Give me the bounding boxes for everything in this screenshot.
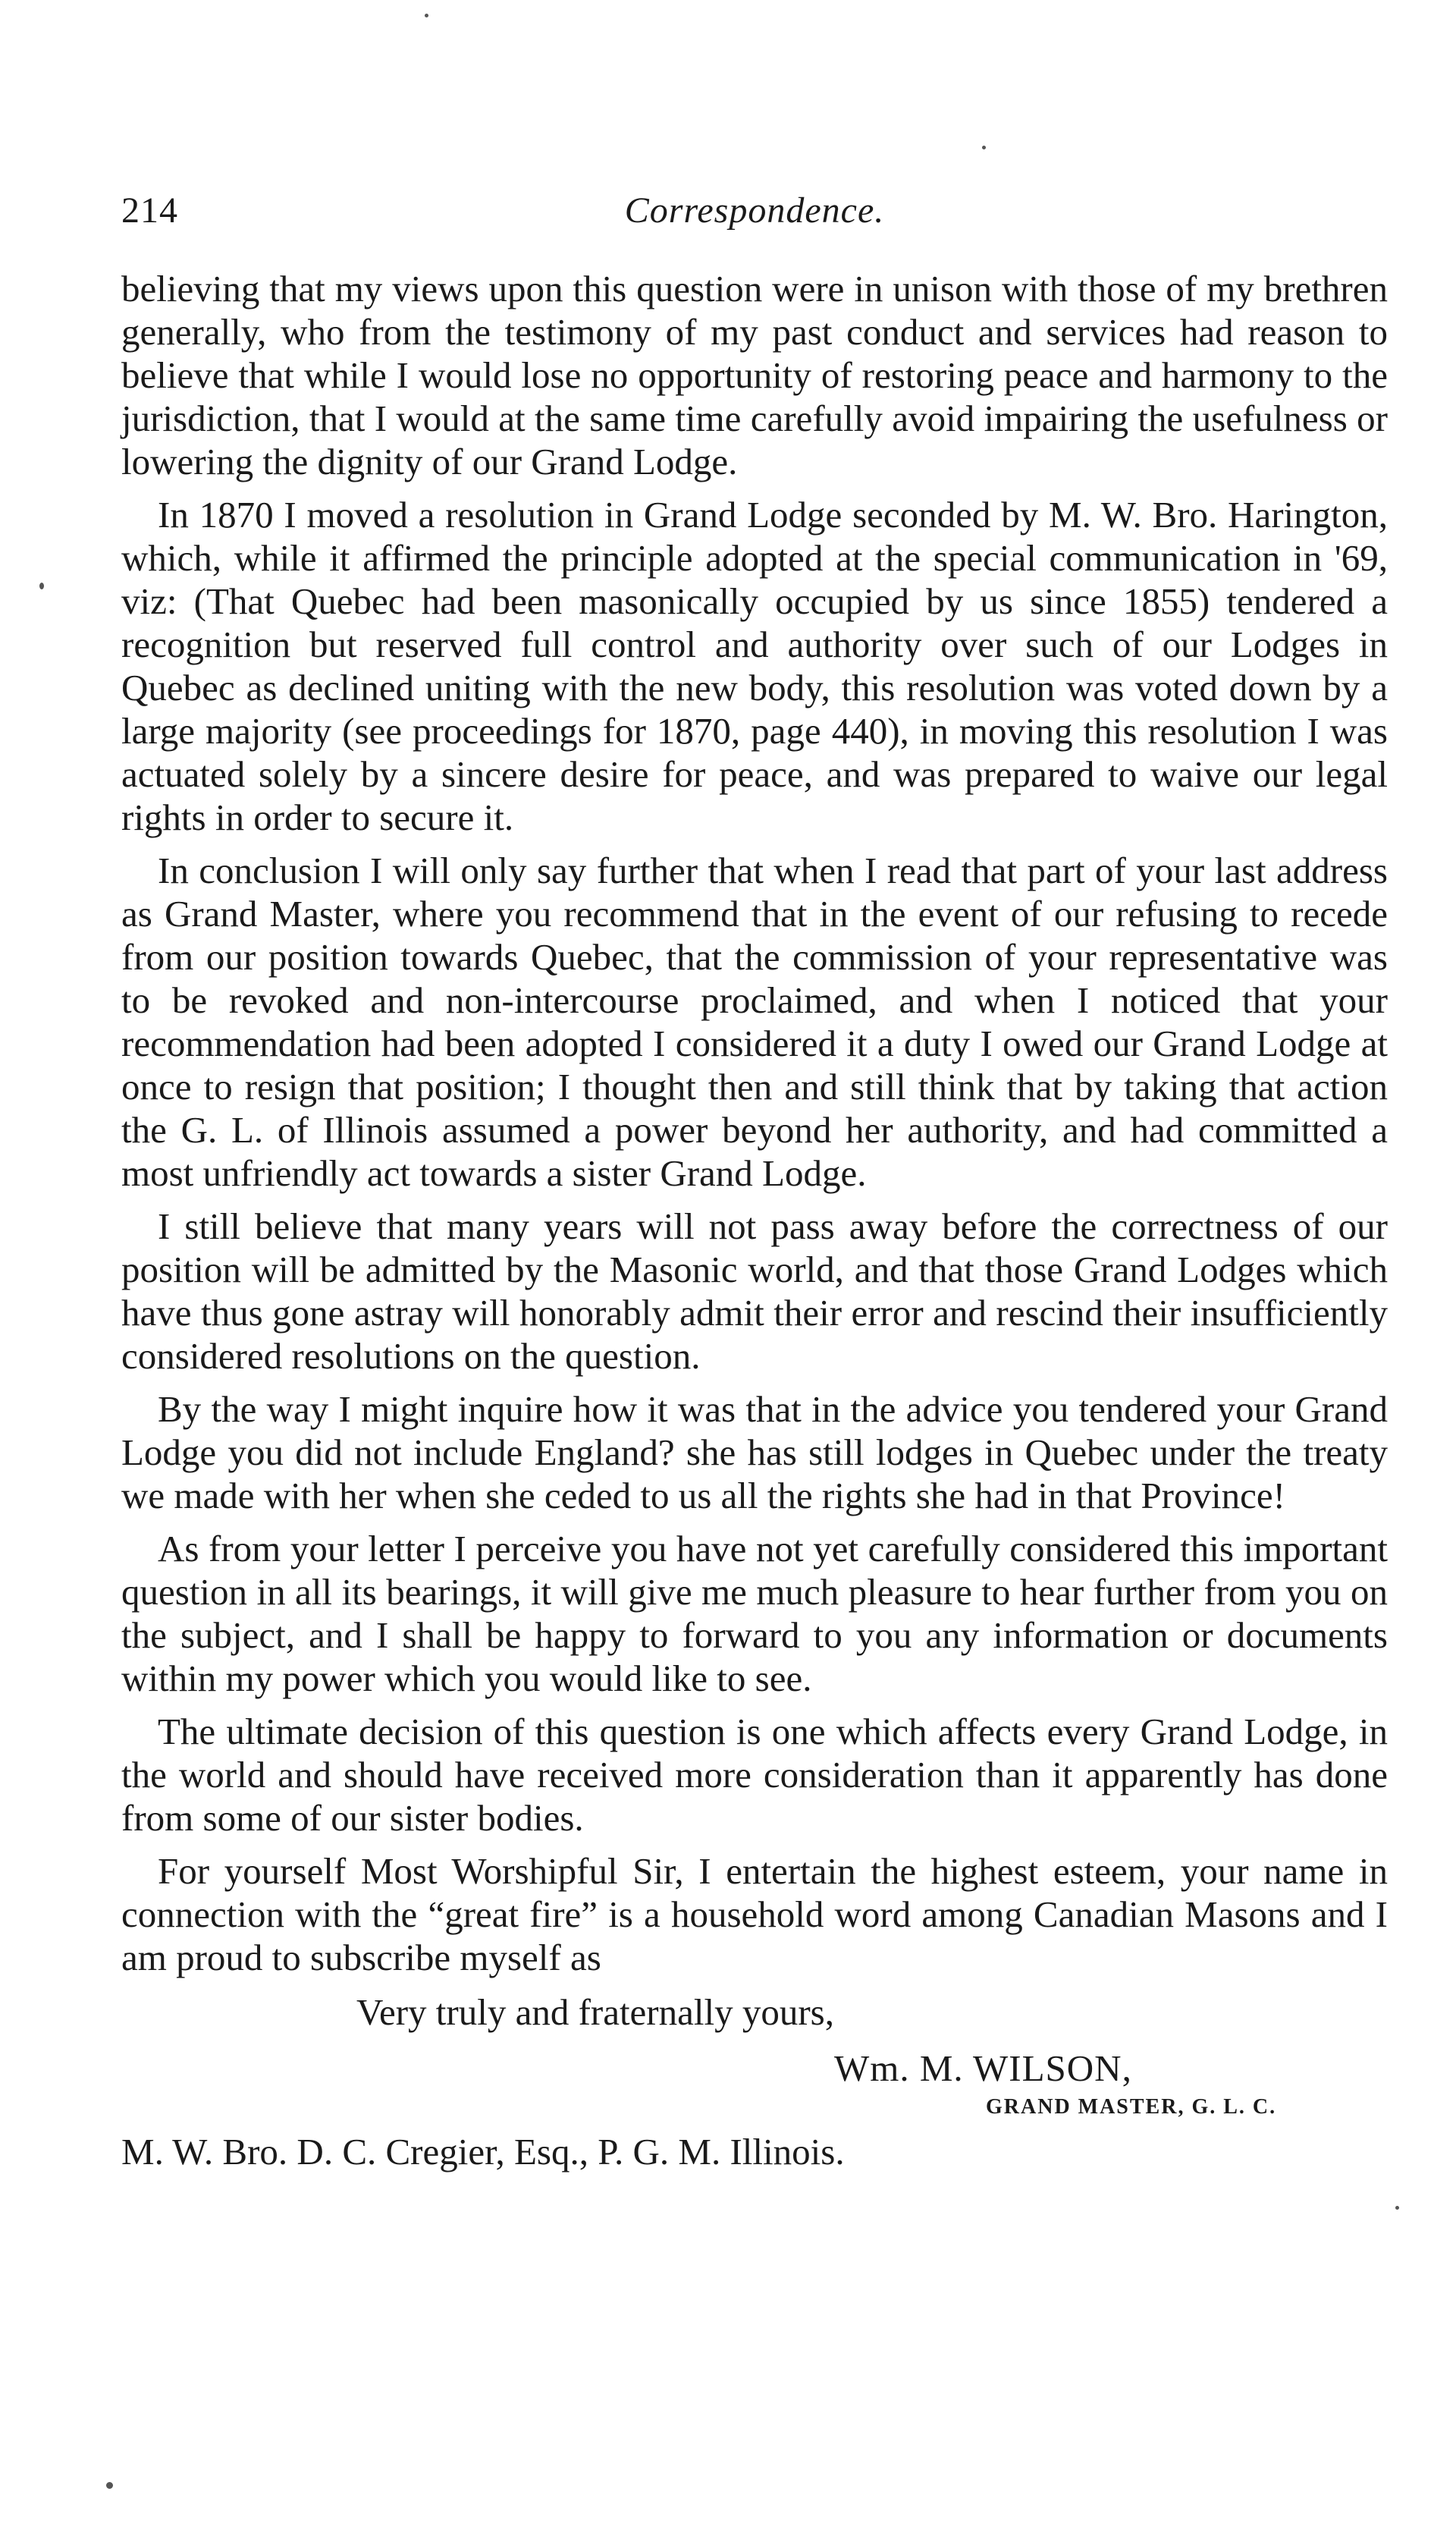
print-speck (982, 146, 986, 149)
print-speck (1395, 2206, 1399, 2210)
signature-name: Wm. M. WILSON, (834, 2047, 1132, 2089)
paragraph-esteem: For yourself Most Worshipful Sir, I entertain the highest esteem, your name in connection with the “great fire” is a household word among Canadian Masons and I am proud to subscribe myself as (121, 1850, 1388, 1978)
paragraph-belief: I still believe that many years will not pass away before the correctness of our position will be admitted by the Masonic world, and that those Grand Lodges which have thus gone astray will honorably admit their error and rescind their insufficiently considered resolutions on the question. (121, 1205, 1388, 1377)
print-speck (106, 2482, 113, 2489)
print-speck (39, 583, 44, 589)
running-head: Correspondence. (624, 190, 885, 231)
paragraph-further: As from your letter I perceive you have not yet carefully considered this important question in all its bearings, it will give me much pleasure to hear further from you on the subject, and I shall be happy to forward to you any information or documents within my power which you would like to see. (121, 1528, 1388, 1699)
paragraph-england: By the way I might inquire how it was that in the advice you tendered your Grand Lodge you did not include England? she has still lodges in Quebec under the treaty we made with her when she ceded to us all the rights she had in that Province! (121, 1388, 1388, 1516)
page-number: 214 (121, 190, 178, 231)
signature-title: GRAND MASTER, G. L. C. (986, 2095, 1277, 2119)
letter-body (121, 267, 1388, 2176)
paragraph-conclusion: In conclusion I will only say further that when I read that part of your last address as Grand Master, where you recommend that in the event of our refusing to recede from our position towards Quebec, that the commission of your representative was to be revoked and non-intercourse proclaimed, and when I noticed that your recommendation had been adopted I considered it a duty I owed our Grand Lodge at once to resign that position; I thought then and still think that by taking that action the G. L. of Illinois assumed a power beyond her authority, and had committed a most unfriendly act towards a sister Grand Lodge. (121, 850, 1388, 1194)
print-speck (425, 14, 428, 17)
page-header (121, 188, 1388, 234)
paragraph-1870-resolution: In 1870 I moved a resolution in Grand Lodge seconded by M. W. Bro. Harington, which, while it affirmed the principle adopted at the special communication in '69, viz: (That Quebec had been masonically occupied by us since 1855) tendered a recognition but reserved full control and authority over such of our Lodges in Quebec as declined uniting with the new body, this resolution was voted down by a large majority (see proceedings for 1870, page 440), in moving this resolution I was actuated solely by a sincere desire for peace, and was prepared to waive our legal rights in order to secure it. (121, 494, 1388, 838)
addressee-line: M. W. Bro. D. C. Cregier, Esq., P. G. M. Illinois. (121, 2131, 845, 2173)
valediction: Very truly and fraternally yours, (356, 1991, 834, 2033)
paragraph-ultimate-decision: The ultimate decision of this question is one which affects every Grand Lodge, in the world and should have received more consideration than it apparently has done from some of our sister bodies. (121, 1711, 1388, 1839)
paragraph-continued: believing that my views upon this question were in unison with those of my brethren generally, who from the testimony of my past conduct and services had reason to believe that while I would lose no opportunity of restoring peace and harmony to the jurisdiction, that I would at the same time carefully avoid impairing the usefulness or lowering the dignity of our Grand Lodge. (121, 268, 1388, 482)
